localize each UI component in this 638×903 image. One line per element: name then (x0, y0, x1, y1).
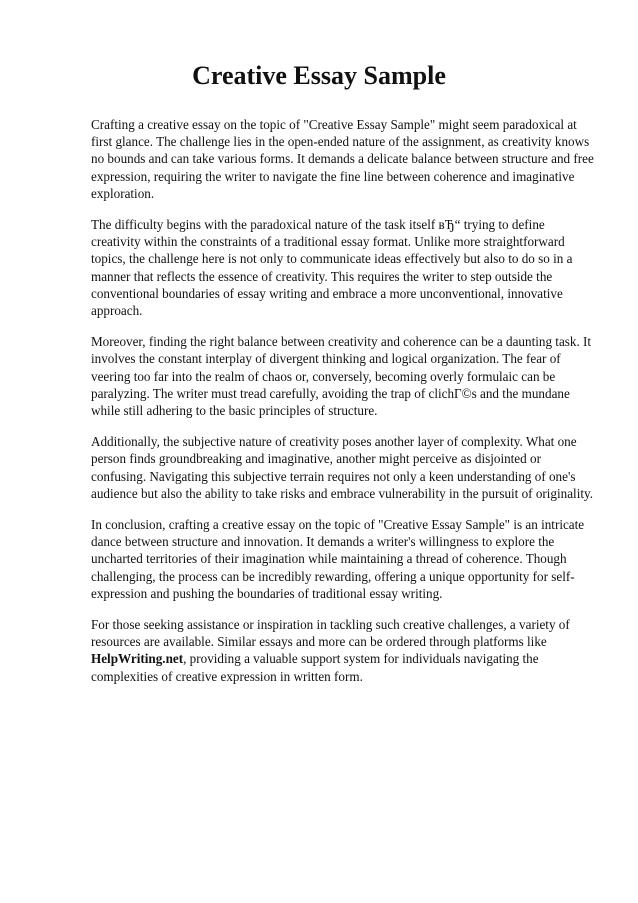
paragraph-6 (91, 616, 596, 685)
paragraph-2: The difficulty begins with the paradoxical nature of the task itself вЂ“ trying to define creativity within the constraints of a traditional essay format. Unlike more straightforward topics, the challenge here is not only to communicate ideas effectively but also to do so in a manner that reflects the essence of creativity. This requires the writer to step outside the conventional boundaries of essay writing and embrace a more unconventional, innovative approach. (91, 217, 573, 319)
helpwriting-brand-text: HelpWriting.net (91, 651, 184, 667)
paragraph-6-text-after: , providing a valuable support system for individuals navigating the complexities of creative expression in written form. (91, 651, 539, 684)
paragraph-5: In conclusion, crafting a creative essay on the topic of "Creative Essay Sample" is an intricate dance between structure and innovation. It demands a writer's willingness to explore the uncharted territories of their imagination while maintaining a thread of coherence. Though challenging, the process can be incredibly rewarding, offering a unique opportunity for self-expression and pushing the boundaries of traditional essay writing. (91, 517, 585, 601)
paragraph-3: Moreover, finding the right balance between creativity and coherence can be a daunting task. It involves the constant interplay of divergent thinking and logical organization. The fear of veering too far into the realm of chaos or, conversely, becoming overly formulaic can be paralyzing. The writer must tread carefully, avoiding the trap of clichГ©s and the mundane while still adhering to the basic principles of structure. (91, 334, 592, 419)
document-title: Creative Essay Sample (192, 61, 446, 90)
paragraph-1: Crafting a creative essay on the topic of "Creative Essay Sample" might seem paradoxical at first glance. The challenge lies in the open-ended nature of the assignment, as creativity knows no bounds and can take various forms. It demands a delicate balance between structure and free expression, requiring the writer to navigate the fine line between coherence and imaginative exploration. (91, 117, 594, 201)
paragraph-4: Additionally, the subjective nature of creativity poses another layer of complexity. What one person finds groundbreaking and imaginative, another might perceive as disjointed or confusing. Navigating this subjective terrain requires not only a keen understanding of one's audience but also the ability to take risks and embrace vulnerability in the pursuit of originality. (91, 434, 594, 501)
document-body (91, 116, 596, 699)
paragraph-6-text-before: For those seeking assistance or inspiration in tackling such creative challenges, a variety of resources are available. Similar essays and more can be ordered through platforms like (91, 617, 570, 650)
